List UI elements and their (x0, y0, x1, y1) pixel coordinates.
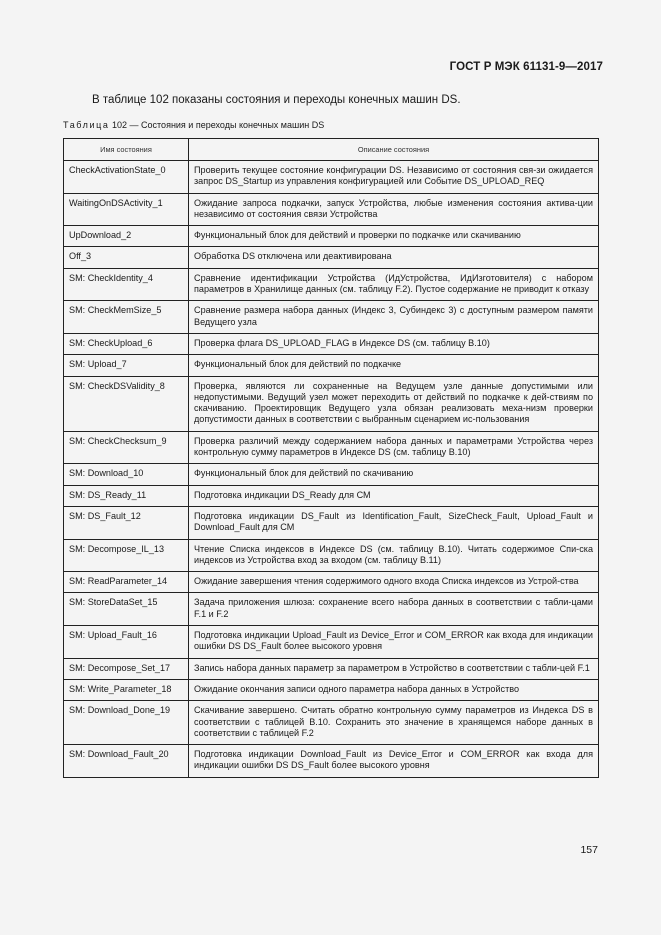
standard-header: ГОСТ Р МЭК 61131-9—2017 (449, 61, 603, 73)
state-name-cell: SM: Write_Parameter_18 (64, 679, 189, 700)
state-description-cell: Задача приложения шлюза: сохранение всего набора данных в соответствии с табли-цами F.1 и F.2 (189, 593, 599, 626)
table-row (64, 333, 599, 354)
table-row (64, 268, 599, 301)
table-row (64, 658, 599, 679)
table-row (64, 745, 599, 778)
state-description-cell: Подготовка индикации Upload_Fault из Device_Error и COM_ERROR как входа для индикации ошибки DS DS_Fault более высокого уровня (189, 626, 599, 659)
table-body (64, 161, 599, 778)
state-description-cell: Функциональный блок для действий по скачиванию (189, 464, 599, 485)
state-description-cell: Чтение Списка индексов в Индексе DS (см. таблицу В.10). Читать содержимое Спи-ска индексов из Устройства вход за входом (см. таблицу В.11) (189, 539, 599, 572)
state-name-cell: SM: Decompose_Set_17 (64, 658, 189, 679)
caption-prefix: Таблица (63, 120, 110, 130)
state-description-cell: Проверить текущее состояние конфигурации DS. Независимо от состояния свя-зи ожидается запрос DS_Startup из управления конфигурацией или Событие DS_UPLOAD_REQ (189, 161, 599, 194)
table-row (64, 376, 599, 431)
table-row (64, 226, 599, 247)
table-row (64, 626, 599, 659)
state-name-cell: SM: CheckUpload_6 (64, 333, 189, 354)
state-description-cell: Подготовка индикации Download_Fault из Device_Error и COM_ERROR как входа для индикации ошибки DS DS_Fault более высокого уровня (189, 745, 599, 778)
table-row (64, 431, 599, 464)
table-row (64, 593, 599, 626)
states-table (63, 138, 599, 778)
table-row (64, 485, 599, 506)
table-row (64, 247, 599, 268)
table-row (64, 161, 599, 194)
intro-paragraph: В таблице 102 показаны состояния и переходы конечных машин DS. (92, 94, 461, 106)
table-row (64, 572, 599, 593)
state-name-cell: SM: Upload_7 (64, 355, 189, 376)
state-description-cell: Функциональный блок для действий и проверки по подкачке или скачиванию (189, 226, 599, 247)
state-name-cell: WaitingOnDSActivity_1 (64, 193, 189, 226)
state-description-cell: Проверка флага DS_UPLOAD_FLAG в Индексе DS (см. таблицу В.10) (189, 333, 599, 354)
state-name-cell: UpDownload_2 (64, 226, 189, 247)
state-name-cell: SM: Download_Fault_20 (64, 745, 189, 778)
state-name-cell: CheckActivationState_0 (64, 161, 189, 194)
table-header-row (64, 139, 599, 161)
state-name-cell: SM: CheckMemSize_5 (64, 301, 189, 334)
page-number: 157 (580, 844, 598, 856)
column-header-name: Имя состояния (64, 139, 189, 161)
state-description-cell: Сравнение размера набора данных (Индекс 3, Субиндекс 3) с доступным размером памяти Ведущего узла (189, 301, 599, 334)
state-description-cell: Ожидание запроса подкачки, запуск Устройства, любые изменения состояния актива-ции независимо от состояния связи Устройства (189, 193, 599, 226)
table-row (64, 539, 599, 572)
table-row (64, 301, 599, 334)
state-name-cell: SM: Download_Done_19 (64, 701, 189, 745)
state-description-cell: Запись набора данных параметр за параметром в Устройство в соответствии с табли-цей F.1 (189, 658, 599, 679)
state-name-cell: Off_3 (64, 247, 189, 268)
state-description-cell: Проверка, являются ли сохраненные на Ведущем узле данные допустимыми или недопустимыми. Ведущий узел может переходить от действий по подкачке к дей-ствиям по скачиванию. Проектировщик Ведущего узла обязан реализовать меха-низм проверки допустимости данных в соответствии с выбранным сценарием ис-пользования (189, 376, 599, 431)
state-description-cell: Ожидание окончания записи одного параметра набора данных в Устройство (189, 679, 599, 700)
state-description-cell: Сравнение идентификации Устройства (ИдУстройства, ИдИзготовителя) с набором параметров в Хранилище данных (см. таблицу F.2). Пустое содержание не приводит к отказу (189, 268, 599, 301)
state-name-cell: SM: CheckIdentity_4 (64, 268, 189, 301)
state-name-cell: SM: CheckChecksum_9 (64, 431, 189, 464)
table-row (64, 679, 599, 700)
table-caption (63, 120, 324, 130)
state-description-cell: Ожидание завершения чтения содержимого одного входа Списка индексов из Устрой-ства (189, 572, 599, 593)
state-description-cell: Проверка различий между содержанием набора данных и параметрами Устройства через контрольную сумму параметров в Индексе DS (см. таблицу В.10) (189, 431, 599, 464)
state-description-cell: Обработка DS отключена или деактивирована (189, 247, 599, 268)
state-name-cell: SM: DS_Fault_12 (64, 506, 189, 539)
state-name-cell: SM: ReadParameter_14 (64, 572, 189, 593)
state-description-cell: Подготовка индикации DS_Ready для СМ (189, 485, 599, 506)
state-name-cell: SM: CheckDSValidity_8 (64, 376, 189, 431)
state-name-cell: SM: DS_Ready_11 (64, 485, 189, 506)
state-name-cell: SM: StoreDataSet_15 (64, 593, 189, 626)
table-row (64, 193, 599, 226)
state-description-cell: Скачивание завершено. Считать обратно контрольную сумму параметров из Индекса DS в соответствии с таблицей В.10. Сохранить это значение в хранящемся наборе данных в соответствии с таблицей F.2 (189, 701, 599, 745)
state-description-cell: Функциональный блок для действий по подкачке (189, 355, 599, 376)
table-row (64, 506, 599, 539)
column-header-description: Описание состояния (189, 139, 599, 161)
table-row (64, 464, 599, 485)
state-name-cell: SM: Download_10 (64, 464, 189, 485)
caption-text: 102 — Состояния и переходы конечных машин DS (112, 120, 325, 130)
table-row (64, 355, 599, 376)
state-description-cell: Подготовка индикации DS_Fault из Identification_Fault, SizeCheck_Fault, Upload_Fault и Download_Fault для СМ (189, 506, 599, 539)
table-row (64, 701, 599, 745)
state-name-cell: SM: Upload_Fault_16 (64, 626, 189, 659)
state-name-cell: SM: Decompose_IL_13 (64, 539, 189, 572)
